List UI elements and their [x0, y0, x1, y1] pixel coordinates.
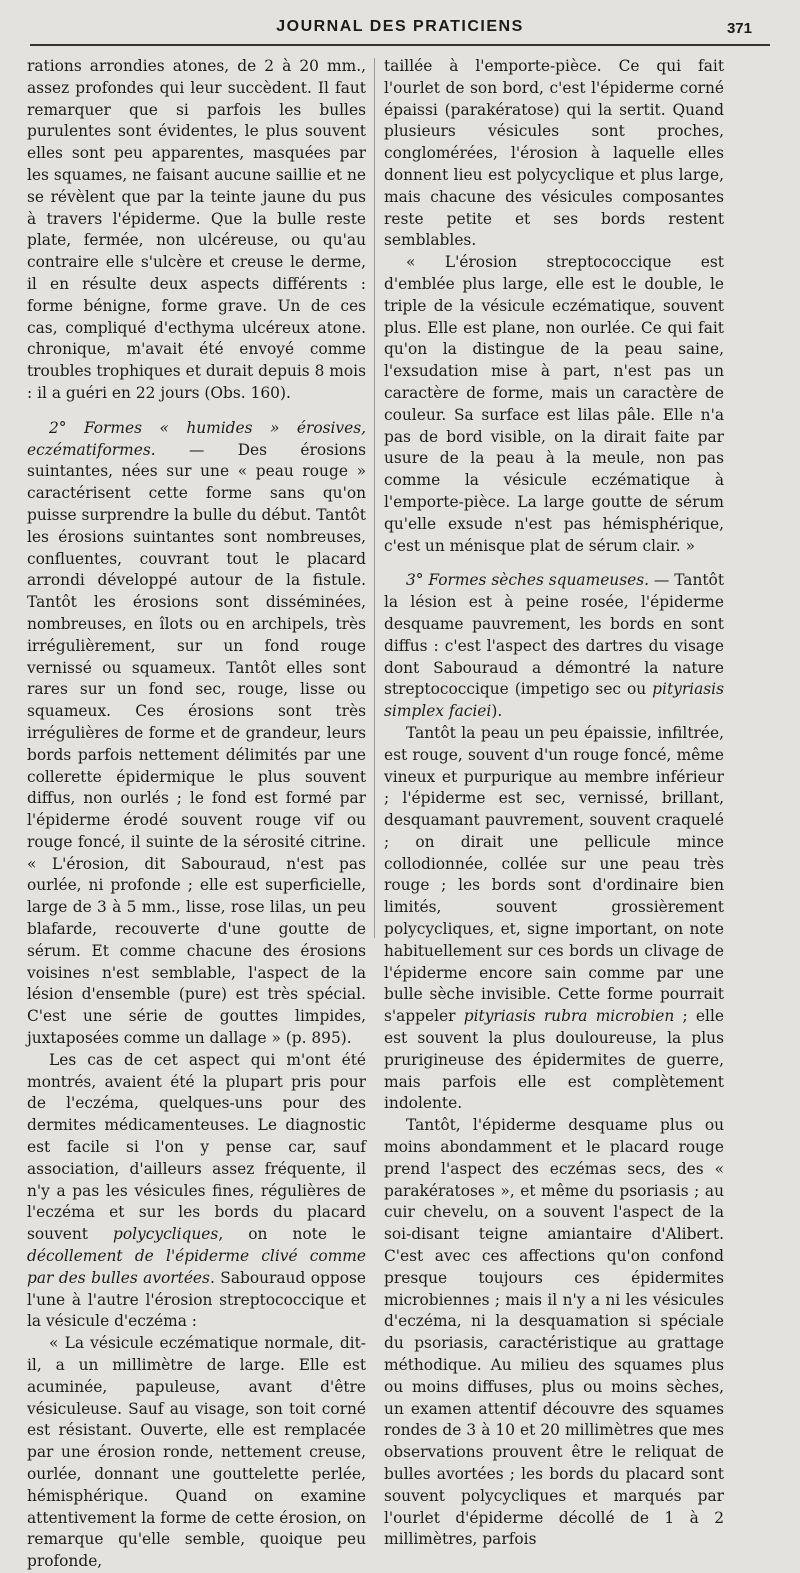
paragraph-thick-skin [384, 723, 724, 1115]
paragraph-text: Les cas de cet aspect qui m'ont été montrés, avaient été la plupart pris pour de l'eczéma, quelques-uns pour des dermites médicamenteuses. Le diagnostic est facile si l'on y pense car, sauf association, d'ailleurs assez fréquente, il n'y a pas les vésicules fines, régulières de l'eczéma et sur les bords du placard souvent [27, 1050, 366, 1244]
section-heading-dry-forms: 3° Formes sèches squameuses. [406, 571, 650, 590]
column-divider [374, 58, 375, 938]
paragraph-text: ; elle est souvent la plus douloureuse, la plus prurigineuse des épidermites de guerre, mais parfois elle est complètement indolente. [384, 1007, 724, 1113]
emphasis-text: pityriasis simplex faciei [384, 680, 724, 721]
paragraph-text: , on note le [218, 1225, 366, 1244]
right-column [384, 56, 724, 1549]
paragraph-continued: rations arrondies atones, de 2 à 20 mm., assez profondes qui leur succèdent. Il faut remarquer que si parfois les bulles purulentes sont évidentes, le plus souvent elles sont peu apparentes, masquées par les squames, ne faisant aucune saillie et ne se révèlent que par la teinte jaune du pus à travers l'épiderme. Que la bulle reste plate, fermée, non ulcéreuse, ou qu'au contraire elle s'ulcère et creuse le derme, il en résulte deux aspects différents : forme bénigne, forme grave. Un de ces cas, compliqué d'ecthyma ulcéreux atone. chronique, m'avait été envoyé comme troubles trophiques et durait depuis 8 mois : il a guéri en 22 jours (Obs. 160). [27, 57, 366, 402]
emphasis-text: polycycliques [113, 1225, 219, 1244]
paragraph-text: ). [491, 702, 503, 721]
paragraph-text: . Sabouraud oppose l'une à l'autre l'érosion streptococcique et la vésicule d'eczéma : [27, 1268, 366, 1331]
paragraph-humid-forms [27, 418, 366, 1050]
emphasis-text: pityriasis rubra microbien [463, 1007, 675, 1026]
page-header [30, 14, 770, 46]
paragraph-continued: taillée à l'emporte-pièce. Ce qui fait l'ourlet de son bord, c'est l'épiderme corné épaissi (parakératose) qui la sertit. Quand plusieurs vésicules sont proches, conglomérées, l'érosion à laquelle elles donnent lieu est polycyclique et plus large, mais chacune des vésicules composantes reste petite et ses bords restent semblables. [384, 57, 724, 250]
paragraph-quote-erosion: « L'érosion streptococcique est d'emblée plus large, elle est le double, le triple de la vésicule eczématique, souvent plus. Elle est plane, non ourlée. Ce qui fait qu'on la distingue de la peau saine, l'exsudation mise à part, n'est pas un caractère de forme, mais un caractère de couleur. Sa surface est lilas pâle. Elle n'a pas de bord visible, on la dirait faite par usure de la peau à la meule, non pas comme la vésicule eczématique à l'emporte-pièce. La large goutte de sérum qu'elle exsude n'est pas hémisphérique, c'est un ménisque plat de sérum clair. » [384, 253, 724, 555]
paragraph-quote-vesicle: « La vésicule eczématique normale, dit-il, a un millimètre de large. Elle est acuminée, papuleuse, avant d'être vésiculeuse. Sauf au visage, son toit corné est résistant. Ouverte, elle est remplacée par une érosion ronde, nettement creuse, ourlée, donnant une gouttelette perlée, hémisphérique. Quand on examine attentivement la forme de cette érosion, on remarque qu'elle semble, quoique peu profonde, [27, 1334, 366, 1571]
page-number: 371 [726, 20, 752, 37]
emphasis-text: décollement de l'épiderme clivé comme par des bulles avortées [27, 1247, 366, 1287]
paragraph-text: — Des érosions suintantes, nées sur une « peau rouge » caractérisent cette forme sans qu'on puisse surprendre la bulle du début. Tantôt les érosions suintantes sont nombreuses, confluentes, couvrant tout le placard arrondi développé autour de la fistule. Tantôt les érosions sont disséminées, nombreuses, en îlots ou en archipels, très irrégulièrement, sur un fond rouge vernissé ou squameux. Tantôt elles sont rares sur un fond sec, rouge, lisse ou squameux. Ces érosions sont très irrégulières de forme et de grandeur, leurs bords parfois nettement délimités par une collerette épidermique le plus souvent diffus, non ourlés ; le fond est formé par l'épiderme érodé souvent rouge vif ou rouge foncé, il suinte de la sérosité citrine. « L'érosion, dit Sabouraud, n'est pas ourlée, ni profonde ; elle est superficielle, large de 3 à 5 mm., lisse, rose lilas, un peu blafarde, recouverte d'une goutte de sérum. Et comme chacune des érosions voisines n'est semblable, l'aspect de la lésion d'ensemble (pure) est très spécial. C'est une série de gouttes limpides, juxtaposées comme un dallage » (p. 895). [27, 440, 366, 1048]
paragraph-text: Tantôt la peau un peu épaissie, infiltrée, est rouge, souvent d'un rouge foncé, même vineux et purpurique au membre inférieur ; l'épiderme est sec, vernissé, brillant, desquamant pauvrement, souvent craquelé ; on dirait une pellicule mince collodionnée, collée sur une peau très rouge ; les bords sont d'ordinaire bien limités, souvent grossièrement polycycliques, et, signe important, on note habituellement sur ces bords un clivage de l'épiderme encore sain comme par une bulle sèche invisible. Cette forme pourrait s'appeler [384, 723, 724, 1026]
left-column [27, 56, 366, 1571]
running-title: JOURNAL DES PRATICIENS [276, 18, 524, 35]
section-heading-humid-forms: 2° Formes « humides » érosives, eczématiformes. [27, 418, 366, 459]
paragraph-desquamation: Tantôt, l'épiderme desquame plus ou moins abondamment et le placard rouge prend l'aspect des eczémas secs, des « parakératoses », et même du psoriasis ; au cuir chevelu, on a souvent l'aspect de la soi-disant teigne amiantaire d'Alibert. C'est avec ces affections qu'on confond presque toujours ces épidermites microbiennes ; mais il n'y a ni les vésicules d'eczéma, ni la desquamation si spéciale du psoriasis, caractéristique au grattage méthodique. Au milieu des squames plus ou moins diffuses, plus ou moins sèches, un examen attentif découvre des squames rondes de 3 à 10 et 20 millimètres que mes observations prouvent être le reliquat de bulles avortées ; les bords du placard sont souvent polycycliques et marqués par l'ourlet d'épiderme décollé de 1 à 2 millimètres, parfois [384, 1116, 724, 1549]
paragraph-text: — Tantôt la lésion est à peine rosée, l'épiderme desquame pauvrement, les bords en sont diffus : c'est l'aspect des dartres du visage dont Sabouraud a démontré la nature streptococcique (impetigo sec ou [384, 571, 724, 699]
paragraph-diagnosis [27, 1050, 366, 1333]
paragraph-dry-forms [384, 570, 724, 723]
